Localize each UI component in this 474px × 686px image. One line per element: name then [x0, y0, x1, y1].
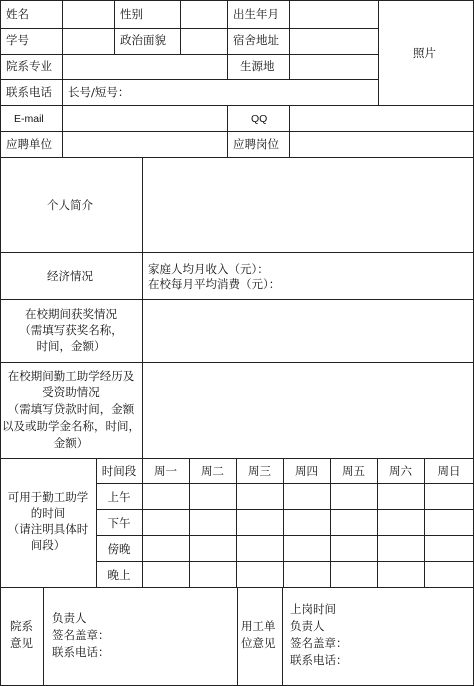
name-label: 姓名 — [6, 7, 29, 21]
email-label: E-mail — [14, 113, 44, 125]
day-header-mon: 周一 — [154, 464, 177, 478]
day-header-wed: 周三 — [248, 464, 271, 478]
dept-sign: 签名盖章： — [52, 628, 110, 642]
unit-opinion-label-1: 用工单 — [241, 619, 276, 633]
schedule-label-3: （请注明具体时 — [7, 522, 89, 536]
political-label: 政治面貌 — [120, 33, 166, 47]
workstudy-label-1: 在校期间勤工助学经历及 — [7, 369, 135, 383]
dept-opinion-label-1: 院系 — [10, 619, 33, 633]
awards-label-2: （需填写获奖名称， — [19, 323, 123, 337]
workstudy-label-4: 以及或助学金名称，时间， — [2, 419, 140, 433]
workstudy-label-5: 金额） — [53, 436, 89, 450]
dorm-label: 宿舍地址 — [233, 33, 279, 47]
unit-phone: 联系电话： — [290, 653, 348, 667]
economy-label: 经济情况 — [47, 269, 93, 283]
day-header-tue: 周二 — [201, 464, 224, 478]
slot-afternoon: 下午 — [107, 516, 131, 530]
slot-dusk: 傍晚 — [107, 542, 131, 556]
period-header: 时间段 — [101, 464, 137, 478]
unit-start-time: 上岗时间 — [290, 602, 336, 616]
apply-unit-label: 应聘单位 — [6, 137, 52, 151]
phone-label: 联系电话 — [6, 85, 52, 99]
slot-morning: 上午 — [107, 490, 131, 504]
dept-label: 院系专业 — [6, 59, 52, 73]
slot-evening: 晚上 — [107, 568, 131, 582]
student-id-label: 学号 — [6, 33, 29, 47]
apply-post-label: 应聘岗位 — [233, 137, 279, 151]
income-line: 家庭人均月收入（元）： — [148, 262, 269, 276]
awards-label-1: 在校期间获奖情况 — [25, 307, 117, 321]
schedule-label-2: 的时间 — [30, 506, 66, 520]
dept-responsible: 负责人 — [52, 611, 87, 625]
profile-label: 个人简介 — [47, 198, 93, 212]
day-header-sat: 周六 — [389, 464, 412, 478]
schedule-label-4: 间段） — [30, 538, 66, 552]
birth-label: 出生年月 — [233, 7, 279, 21]
unit-sign: 签名盖章： — [290, 636, 348, 650]
photo-placeholder: 照片 — [413, 46, 436, 60]
workstudy-label-2: 受资助情况 — [42, 385, 100, 399]
day-header-sun: 周日 — [437, 464, 461, 478]
dept-phone: 联系电话： — [52, 645, 110, 659]
schedule-label-1: 可用于勤工助学 — [7, 490, 89, 504]
expense-line: 在校每月平均消费（元）： — [148, 277, 281, 291]
gender-label: 性别 — [120, 7, 143, 21]
origin-label: 生源地 — [240, 59, 275, 73]
awards-label-3: 时间，金额） — [36, 339, 106, 353]
unit-responsible: 负责人 — [290, 619, 325, 633]
day-header-thu: 周四 — [295, 464, 318, 478]
phone-value: 长号/短号： — [68, 85, 130, 99]
day-header-fri: 周五 — [342, 464, 365, 478]
qq-label: QQ — [251, 113, 268, 125]
unit-opinion-label-2: 位意见 — [241, 636, 276, 650]
dept-opinion-label-2: 意见 — [10, 636, 33, 650]
workstudy-label-3: （需填写贷款时间，金额 — [7, 402, 135, 416]
